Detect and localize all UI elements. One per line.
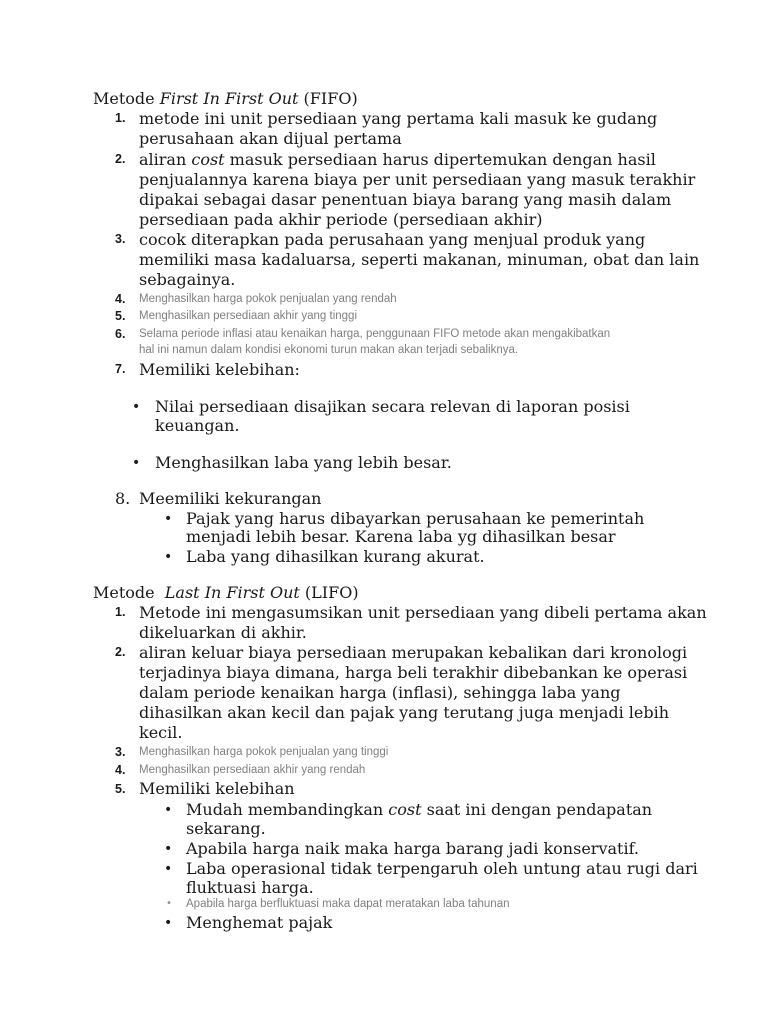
- list-number: 2.: [115, 645, 126, 659]
- bullet-icon: •: [166, 898, 172, 909]
- list-number: 6.: [115, 327, 126, 341]
- bullet-text: sekarang.: [186, 819, 266, 838]
- list-item-text: Memiliki kelebihan:: [139, 360, 300, 379]
- list-item-text: persediaan pada akhir periode (persediaan akhir): [139, 210, 543, 229]
- list-item-text: sebagainya.: [139, 270, 236, 289]
- bullet-icon: •: [132, 455, 141, 471]
- list-item-text: aliran cost masuk persediaan harus dipertemukan dengan hasil: [139, 150, 656, 169]
- list-item-text: Selama periode inflasi atau kenaikan harga, penggunaan FIFO metode akan mengakibatkan: [139, 328, 611, 340]
- list-item-text: dipakai sebagai dasar penentuan biaya barang yang masih dalam: [139, 190, 672, 209]
- list-item-text: aliran keluar biaya persediaan merupakan kebalikan dari kronologi: [139, 643, 688, 662]
- list-item-text: terjadinya biaya dimana, harga beli terakhir dibebankan ke operasi: [139, 663, 688, 682]
- lifo-heading: Metode Last In First Out (LIFO): [93, 583, 359, 602]
- bullet-icon: •: [164, 511, 173, 527]
- list-number: 8.: [115, 489, 131, 508]
- list-item-text: Metode ini mengasumsikan unit persediaan yang dibeli pertama akan: [139, 603, 707, 622]
- bullet-icon: •: [164, 915, 173, 931]
- list-number: 5.: [115, 309, 126, 323]
- list-item-text: dihasilkan akan kecil dan pajak yang terutang juga menjadi lebih: [139, 703, 670, 722]
- bullet-text: menjadi lebih besar. Karena laba yg dihasilkan besar: [186, 527, 616, 546]
- bullet-icon: •: [164, 549, 173, 565]
- bullet-text: Laba operasional tidak terpengaruh oleh untung atau rugi dari: [186, 859, 698, 878]
- list-number: 1.: [115, 605, 126, 619]
- list-number: 2.: [115, 152, 126, 166]
- list-item-text: perusahaan akan dijual pertama: [139, 129, 402, 148]
- bullet-icon: •: [164, 841, 173, 857]
- list-item-text: Menghasilkan harga pokok penjualan yang rendah: [139, 293, 397, 305]
- list-number: 7.: [115, 362, 126, 376]
- list-item-text: Menghasilkan persediaan akhir yang rendah: [139, 764, 366, 776]
- bullet-text: Pajak yang harus dibayarkan perusahaan ke pemerintah: [186, 509, 645, 528]
- list-item-text: metode ini unit persediaan yang pertama kali masuk ke gudang: [139, 109, 658, 128]
- list-item-text: Memiliki kelebihan: [139, 779, 295, 798]
- list-item-text: dalam periode kenaikan harga (inflasi), sehingga laba yang: [139, 683, 621, 702]
- list-item-text: memiliki masa kadaluarsa, seperti makanan, minuman, obat dan lain: [139, 250, 700, 269]
- list-item-text: hal ini namun dalam kondisi ekonomi turun makan akan terjadi sebaliknya.: [139, 344, 519, 356]
- list-item-text: Menghasilkan persediaan akhir yang tinggi: [139, 310, 358, 322]
- bullet-text: Nilai persediaan disajikan secara relevan di laporan posisi: [155, 397, 630, 416]
- bullet-text: keuangan.: [155, 416, 240, 435]
- list-item-text: Menghasilkan harga pokok penjualan yang tinggi: [139, 746, 389, 758]
- bullet-text: Menghemat pajak: [186, 913, 333, 932]
- list-item-text: cocok diterapkan pada perusahaan yang menjual produk yang: [139, 230, 646, 249]
- list-number: 4.: [115, 292, 126, 306]
- list-number: 1.: [115, 111, 126, 125]
- list-item-text: dikeluarkan di akhir.: [139, 623, 307, 642]
- bullet-icon: •: [164, 861, 173, 877]
- bullet-text: fluktuasi harga.: [186, 878, 314, 897]
- bullet-text: Laba yang dihasilkan kurang akurat.: [186, 547, 485, 566]
- list-item-text: penjualannya karena biaya per unit persediaan yang masuk terakhir: [139, 170, 696, 189]
- list-number: 5.: [115, 782, 126, 796]
- list-number: 3.: [115, 232, 126, 246]
- bullet-icon: •: [164, 802, 173, 818]
- bullet-text: Mudah membandingkan cost saat ini dengan pendapatan: [186, 800, 653, 819]
- fifo-heading: Metode First In First Out (FIFO): [93, 89, 358, 108]
- list-number: 3.: [115, 745, 126, 759]
- list-item-text: kecil.: [139, 723, 183, 742]
- list-item-text: Meemiliki kekurangan: [139, 489, 322, 508]
- list-number: 4.: [115, 763, 126, 777]
- bullet-icon: •: [132, 399, 141, 415]
- bullet-text: Apabila harga naik maka harga barang jadi konservatif.: [186, 839, 639, 858]
- bullet-text: Menghasilkan laba yang lebih besar.: [155, 453, 452, 472]
- bullet-text: Apabila harga berfluktuasi maka dapat meratakan laba tahunan: [186, 898, 510, 910]
